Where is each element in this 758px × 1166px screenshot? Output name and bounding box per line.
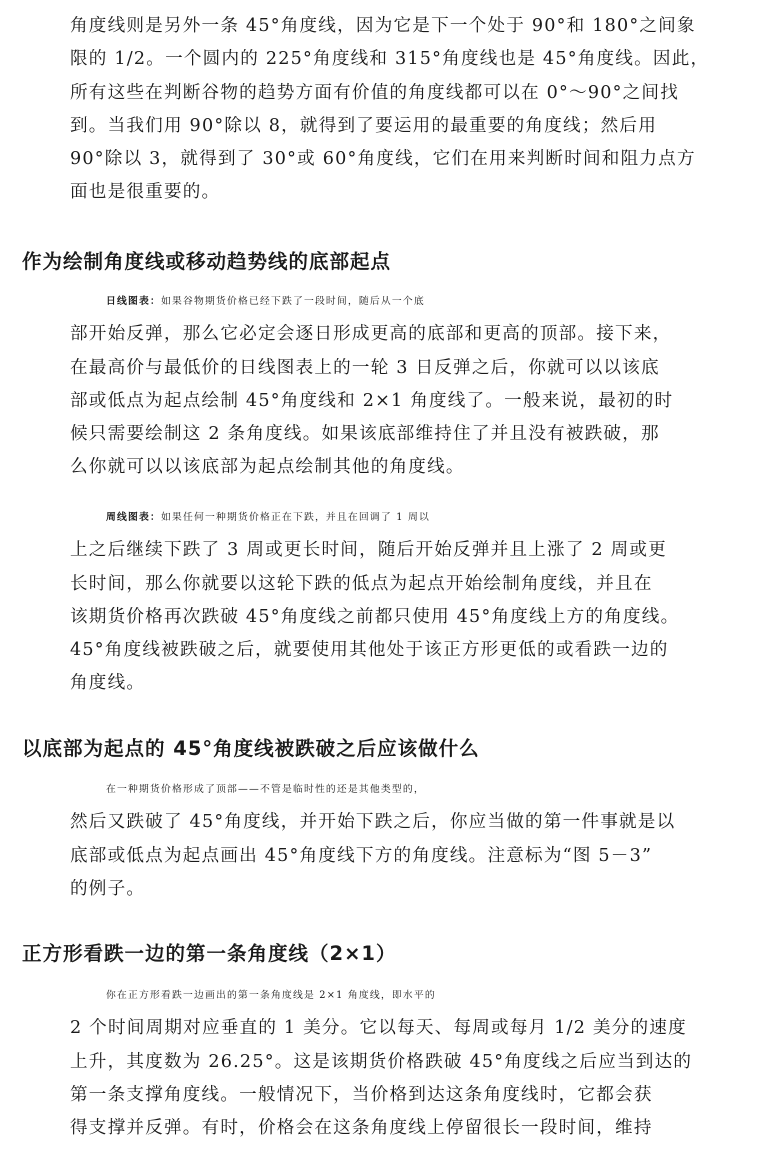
text-line: 上之后继续下跌了 3 周或更长时间，随后开始反弹并且上涨了 2 周或更 (70, 540, 667, 561)
paragraph-weekly-chart (70, 501, 742, 701)
text-line: 在最高价与最低价的日线图表上的一轮 3 日反弹之后，你就可以以该底 (70, 357, 660, 378)
paragraph-daily-chart (70, 285, 742, 485)
text-line: 在一种期货价格形成了顶部——不管是临时性的还是其他类型的， (106, 784, 425, 795)
text-line: 长时间，那么你就要以这轮下跌的低点为起点开始绘制角度线，并且在 (70, 573, 653, 594)
text-line: 的例子。 (70, 878, 146, 899)
text-line: 底部或低点为起点画出 45°角度线下方的角度线。注意标为“图 5－3” (70, 845, 653, 866)
text-line: 上升，其度数为 26.25°。这是该期货价格跌破 45°角度线之后应当到达的 (70, 1051, 693, 1072)
text-line: 所有这些在判断谷物的趋势方面有价值的角度线都可以在 0°～90°之间找 (70, 82, 679, 103)
section-heading-bottom-starting-point: 作为绘制角度线或移动趋势线的底部起点 (22, 250, 392, 273)
paragraph-angle-lines-intro (70, 10, 742, 210)
text-line: 部或低点为起点绘制 45°角度线和 2×1 角度线了。一般来说，最初的时 (70, 390, 674, 411)
text-line: 第一条支撑角度线。一般情况下，当价格到达这条角度线时，它都会获 (70, 1084, 653, 1105)
text-line: 候只需要绘制这 2 条角度线。如果该底部维持住了并且没有被跌破，那 (70, 424, 660, 445)
text-line: 面也是很重要的。 (70, 182, 221, 203)
text-line: 角度线。 (70, 673, 146, 694)
text-line (70, 285, 742, 318)
section-heading-first-bearish-angle: 正方形看跌一边的第一条角度线（2×1） (22, 942, 397, 965)
text-line: 然后又跌破了 45°角度线，并开始下跌之后，你应当做的第一件事就是以 (70, 812, 676, 833)
text-line: 该期货价格再次跌破 45°角度线之前都只使用 45°角度线上方的角度线。 (70, 606, 680, 627)
paragraph-after-top (70, 773, 742, 906)
text-line (70, 501, 742, 534)
text-line: 90°除以 3，就得到了 30°或 60°角度线，它们在用来判断时间和阻力点方 (70, 149, 696, 170)
text-line: 45°角度线被跌破之后，就要使用其他处于该正方形更低的或看跌一边的 (70, 640, 669, 661)
text-line-rest: 如果谷物期货价格已经下跌了一段时间，随后从一个底 (160, 296, 425, 307)
text-line: 你在正方形看跌一边画出的第一条角度线是 2×1 角度线，即水平的 (106, 990, 436, 1001)
section-heading-45-line-broken: 以底部为起点的 45°角度线被跌破之后应该做什么 (22, 737, 480, 760)
text-line: 限的 1/2。一个圆内的 225°角度线和 315°角度线也是 45°角度线。因此， (70, 49, 710, 70)
text-line: 么你就可以以该底部为起点绘制其他的角度线。 (70, 457, 465, 478)
text-line: 角度线则是另外一条 45°角度线，因为它是下一个处于 90°和 180°之间象 (70, 16, 696, 36)
paragraph-2x1-angle (70, 979, 742, 1145)
text-line: 到。当我们用 90°除以 8，就得到了要运用的最重要的角度线；然后用 (70, 115, 657, 136)
text-line: 部开始反弹，那么它必定会逐日形成更高的底部和更高的顶部。接下来， (70, 324, 672, 345)
paragraph-lead-daily-chart: 日线图表： (106, 296, 161, 307)
paragraph-lead-weekly-chart: 周线图表： (106, 512, 161, 523)
text-line-rest: 如果任何一种期货价格正在下跌，并且在回调了 1 周以 (160, 512, 430, 523)
text-line: 2 个时间周期对应垂直的 1 美分。它以每天、每周或每月 1/2 美分的速度 (70, 1018, 687, 1039)
text-line: 得支撑并反弹。有时，价格会在这条角度线上停留很长一段时间，维持 (70, 1118, 653, 1139)
